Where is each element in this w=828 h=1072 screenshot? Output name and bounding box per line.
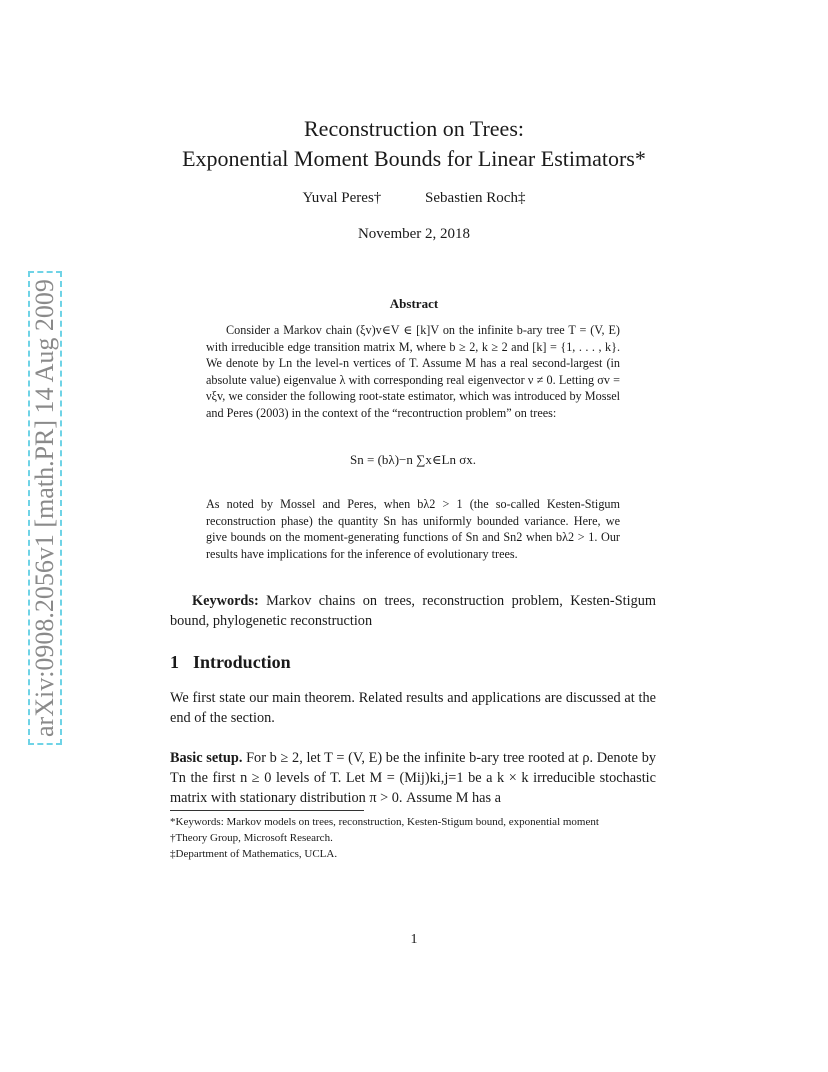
footnote-keywords: *Keywords: Markov models on trees, reconstruction, Kesten-Stigum bound, exponential moment bbox=[170, 816, 599, 828]
paper-title bbox=[0, 114, 828, 174]
footnote-roch: ‡Department of Mathematics, UCLA. bbox=[170, 848, 338, 860]
abstract-paragraph-1: Consider a Markov chain (ξv)v∈V ∈ [k]V on the infinite b-ary tree T = (V, E) with irreducible edge transition matrix M, where b ≥ 2, k ≥ 2 and [k] = {1, . . . , k}. We denote by Ln the level-n vertices of T. Assume M has a real second-largest (in absolute value) eigenvalue λ with corresponding real eigenvector ν ≠ 0. Letting σv = νξv, we consider the following root-state estimator, which was introduced by Mossel and Peres (2003) in the context of the “recontruction problem” on trees: bbox=[206, 323, 620, 420]
footnote-rule bbox=[170, 810, 364, 811]
keywords bbox=[170, 591, 656, 631]
paper-date: November 2, 2018 bbox=[357, 226, 471, 242]
section-title: Introduction bbox=[193, 652, 291, 672]
arxiv-id-stamp: arXiv:0908.2056v1 [math.PR] 14 Aug 2009 bbox=[28, 271, 62, 745]
keywords-text: Markov chains on trees, reconstruction problem, Kesten-Stigum bound, phylogenetic reconstruction bbox=[170, 593, 657, 629]
basic-setup-paragraph bbox=[170, 748, 656, 808]
intro-paragraph: We first state our main theorem. Related results and applications are discussed at the end of the section. bbox=[170, 690, 656, 726]
author-roch: Sebastien Roch‡ bbox=[425, 190, 526, 206]
section-heading bbox=[170, 652, 305, 673]
title-line-1: Reconstruction on Trees: bbox=[304, 116, 524, 141]
basic-setup-text: For b ≥ 2, let T = (V, E) be the infinite b-ary tree rooted at ρ. Denote by Tn the first n ≥ 0 levels of T. Let M = (Mij)ki,j=1 be a k × k irreducible stochastic matrix with stationary distribution π > 0. Assume M has a bbox=[170, 750, 656, 806]
abstract-heading: Abstract bbox=[389, 296, 439, 311]
page-number: 1 bbox=[410, 932, 418, 947]
abstract-paragraph-2: As noted by Mossel and Peres, when bλ2 > 1 (the so-called Kesten-Stigum reconstruction phase) the quantity Sn has uniformly bounded variance. Here, we give bounds on the moment-generating functions of Sn and Sn2 when bλ2 > 1. Our results have implications for the inference of evolutionary trees. bbox=[206, 497, 620, 561]
title-line-2: Exponential Moment Bounds for Linear Estimators* bbox=[182, 146, 646, 171]
author-peres: Yuval Peres† bbox=[302, 190, 382, 206]
footnote-peres: †Theory Group, Microsoft Research. bbox=[170, 832, 333, 844]
section-number: 1 bbox=[170, 652, 179, 672]
author-list bbox=[0, 190, 828, 207]
keywords-label: Keywords: bbox=[192, 593, 259, 609]
basic-setup-label: Basic setup. bbox=[170, 750, 243, 766]
estimator-formula: Sn = (bλ)−n ∑x∈Ln σx. bbox=[350, 452, 476, 467]
